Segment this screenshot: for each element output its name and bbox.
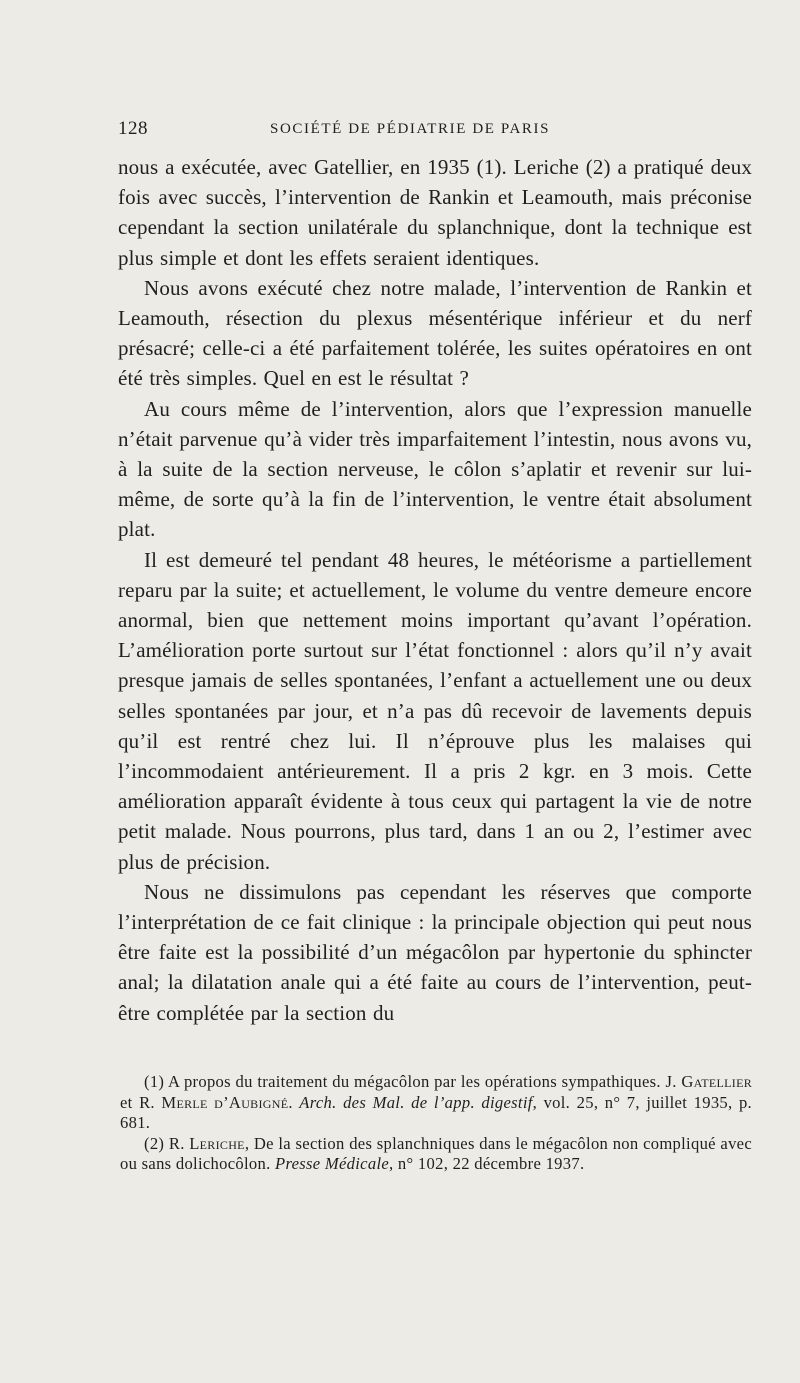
running-title: SOCIÉTÉ DE PÉDIATRIE DE PARIS: [270, 121, 551, 137]
paragraph: Nous ne dissimulons pas cependant les réserves que comporte l’interprétation de ce fait clinique : la principale objection qui peut nous être faite est la possibilité d’un mégacôlon par hypertonie du sphincter anal; la dilatation anale qui a été faite au cours de l’intervention, peut-être complétée par la section du: [118, 879, 752, 1025]
footnote-author: Leriche: [189, 1133, 245, 1153]
page-header: [118, 118, 750, 144]
paragraph: Nous avons exécuté chez notre malade, l’intervention de Rankin et Leamouth, résection du plexus mésentérique inférieur et du nerf présacré; celle-ci a été parfaitement tolérée, les suites opératoires en ont été très simples. Quel en est le résultat ?: [118, 275, 752, 391]
paragraph: Il est demeuré tel pendant 48 heures, le météorisme a partiellement reparu par la suite; et actuellement, le volume du ventre demeure encore anormal, bien que nettement moins important qu’avant l’opération. L’amélioration porte surtout sur l’état fonctionnel : alors qu’il n’y avait presque jamais de selles spontanées, l’enfant a actuellement une ou deux selles spontanées par jour, et n’a pas dû recevoir de lavements depuis qu’il est rentré chez lui. Il n’éprouve plus les malaises qui l’incommodaient antérieurement. Il a pris 2 kgr. en 3 mois. Cette amélioration apparaît évidente à tous ceux qui partagent la vie de notre petit malade. Nous pourrons, plus tard, dans 1 an ou 2, l’estimer avec plus de précision.: [118, 547, 752, 874]
footnote-text: (2) R.: [144, 1133, 190, 1153]
footnote-2: [120, 1134, 752, 1175]
footnote-text: , De la section des splanchniques dans le mégacôlon non compliqué avec ou sans dolichocôlon.: [120, 1133, 752, 1173]
footnote-1: [120, 1072, 752, 1134]
footnote-text: et R.: [120, 1092, 162, 1112]
body-text: [118, 152, 752, 1028]
page-number: 128: [118, 118, 148, 139]
paragraph: nous a exécutée, avec Gatellier, en 1935 (1). Leriche (2) a pratiqué deux fois avec succès, l’intervention de Rankin et Leamouth, mais préconise cependant la section unilatérale du splanchnique, dont la technique est plus simple et dont les effets seraient identiques.: [118, 155, 752, 270]
footnotes: [120, 1072, 752, 1175]
footnote-text: , vol. 25, n° 7, juillet 1935, p. 681.: [120, 1092, 753, 1132]
footnote-text: .: [288, 1092, 300, 1112]
footnote-journal: Arch. des Mal. de l’app. digestif: [299, 1092, 533, 1112]
footnote-text: (1) A propos du traitement du mégacôlon par les opérations sympathiques. J.: [144, 1072, 682, 1091]
footnote-author: Merle d’Aubigné: [161, 1092, 289, 1112]
footnote-journal: Presse Médicale: [275, 1154, 390, 1173]
footnote-text: , n° 102, 22 décembre 1937.: [389, 1154, 585, 1173]
footnote-author: Gatellier: [681, 1072, 752, 1091]
paragraph: Au cours même de l’intervention, alors que l’expression manuelle n’était parvenue qu’à vider très imparfaitement l’intestin, nous avons vu, à la suite de la section nerveuse, le côlon s’aplatir et revenir sur lui-même, de sorte qu’à la fin de l’intervention, le ventre était absolument plat.: [118, 396, 752, 542]
